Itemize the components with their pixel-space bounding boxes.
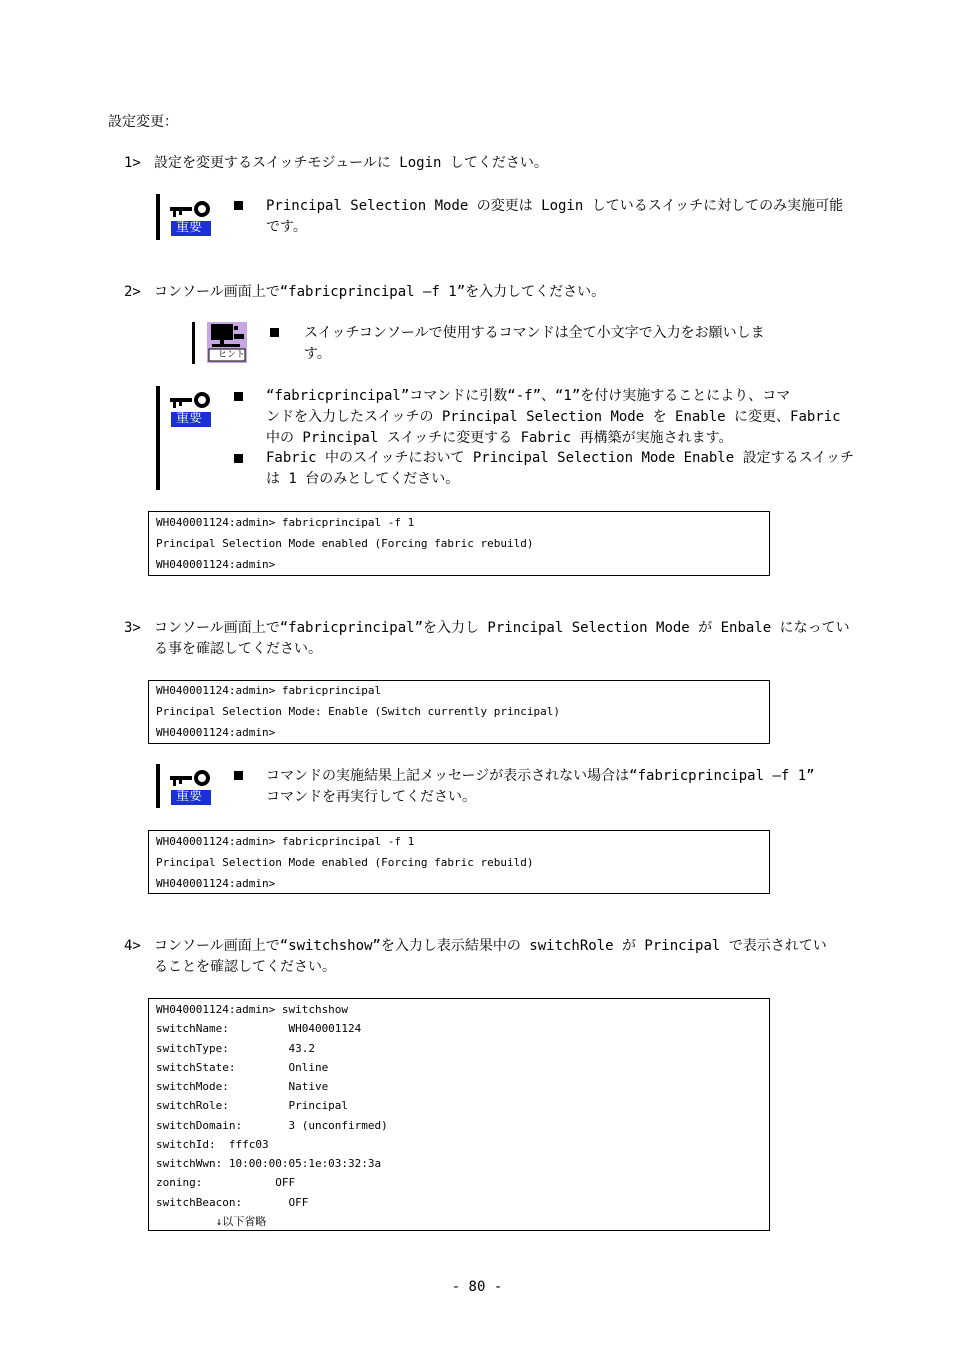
bullet-icon [234,771,243,780]
terminal-output [148,511,770,576]
note-text: コマンドの実施結果上記メッセージが表示されない場合は“fabricprincipal –f 1” [266,768,815,784]
step-number: 4> [124,938,141,954]
important-label: 重要 [176,789,203,804]
terminal-line: WH040001124:admin> [156,877,276,890]
terminal-line: switchId: fffc03 [156,1138,269,1151]
note-text: は 1 台のみとしてください。 [266,471,460,487]
note-text: 中の Principal スイッチに変更する Fabric 再構築が実施されます。 [266,430,733,446]
hint-bar [192,322,195,364]
terminal-line: switchType: 43.2 [156,1042,315,1055]
step-number: 3> [124,620,141,636]
step-number: 1> [124,155,141,171]
terminal-line: WH040001124:admin> switchshow [156,1003,349,1016]
terminal-line: switchWwn: 10:00:00:05:1e:03:32:3a [156,1157,382,1170]
terminal-line: Principal Selection Mode enabled (Forcing fabric rebuild) [156,537,534,550]
step-text: コンソール画面上で“fabricprincipal”を入力し Principal Selection Mode が Enbale になってい [154,620,850,636]
terminal-line: Principal Selection Mode enabled (Forcing fabric rebuild) [156,856,534,869]
bullet-icon [234,201,243,210]
step-text: る事を確認してください。 [154,641,322,657]
terminal-line: Principal Selection Mode: Enable (Switch currently principal) [156,705,560,718]
important-key-icon [168,767,214,807]
section-heading: 設定変更： [108,114,178,130]
step-text: ることを確認してください。 [154,959,336,975]
note-text: Fabric 中のスイッチにおいて Principal Selection Mode Enable 設定するスイッチ [266,450,855,466]
terminal-line: switchState: Online [156,1061,329,1074]
note-text: Principal Selection Mode の変更は Login しているスイッチに対してのみ実施可能 [266,198,844,214]
terminal-line: WH040001124:admin> [156,558,276,571]
terminal-line: WH040001124:admin> fabricprincipal -f 1 [156,835,415,848]
note-bar [156,194,160,240]
important-label: 重要 [176,220,203,235]
terminal-line: zoning: OFF [156,1176,296,1189]
terminal-line: WH040001124:admin> [156,726,276,739]
terminal-line: WH040001124:admin> fabricprincipal [156,684,382,697]
terminal-output [148,680,770,744]
terminal-line: switchRole: Principal [156,1099,349,1112]
hint-computer-icon [206,322,248,364]
terminal-line: ↓以下省略 [156,1215,267,1228]
note-text: です。 [266,219,307,235]
note-text: ンドを入力したスイッチの Principal Selection Mode を Enable に変更、Fabric [266,409,841,425]
terminal-line: switchName: WH040001124 [156,1022,362,1035]
terminal-line: switchBeacon: OFF [156,1196,309,1209]
step-text: コンソール画面上で“fabricprincipal –f 1”を入力してください。 [154,284,606,300]
hint-text: スイッチコンソールで使用するコマンドは全て小文字で入力をお願いしま [304,325,765,341]
hint-text: す。 [304,346,331,362]
terminal-output [148,998,770,1231]
page-number: - 80 - [451,1279,503,1295]
terminal-line: switchMode: Native [156,1080,329,1093]
step-number: 2> [124,284,141,300]
note-bar [156,386,160,490]
step-text: コンソール画面上で“switchshow”を入力し表示結果中の switchRole が Principal で表示されてい [154,938,827,954]
hint-label: ヒント [218,350,246,360]
bullet-icon [234,392,243,401]
terminal-output [148,830,770,894]
important-key-icon [168,198,214,238]
terminal-line: WH040001124:admin> fabricprincipal -f 1 [156,516,415,529]
note-text: コマンドを再実行してください。 [266,789,476,805]
bullet-icon [234,454,243,463]
note-text: “fabricprincipal”コマンドに引数“-f”、“1”を付け実施することにより、コマ [266,388,791,404]
terminal-line: switchDomain: 3 (unconfirmed) [156,1119,388,1132]
bullet-icon [270,328,279,337]
step-text: 設定を変更するスイッチモジュールに Login してください。 [154,155,548,171]
note-bar [156,764,160,808]
important-key-icon [168,389,214,429]
important-label: 重要 [176,411,203,426]
